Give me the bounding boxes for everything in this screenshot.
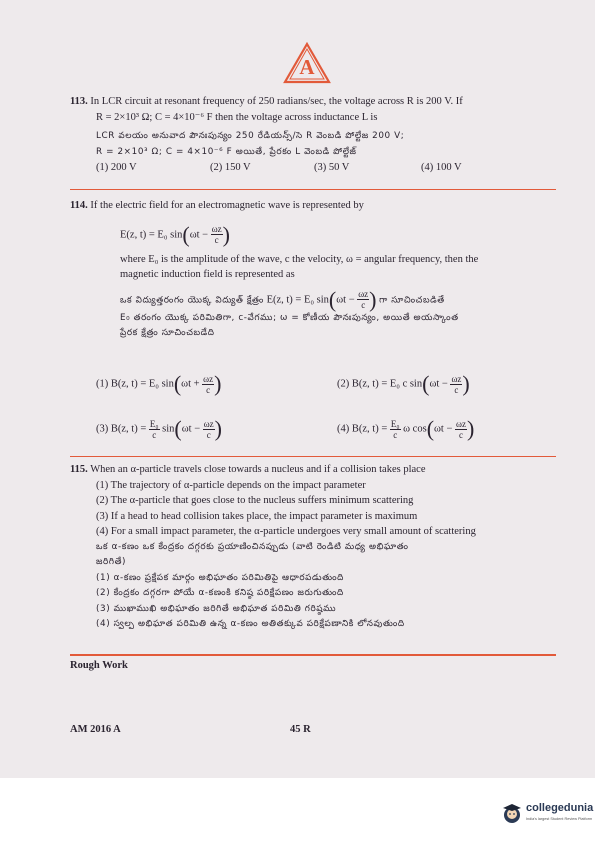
graduate-avatar-icon — [500, 801, 524, 825]
question-text: In LCR circuit at resonant frequency of 250 radians/sec, the voltage across R is 200 V. If — [90, 96, 463, 107]
question-text-telugu: R = 2×10³ Ω; C = 4×10⁻⁶ F అయితే, ప్రేరకం L వెంబడి పోల్టేజ్ — [96, 146, 357, 157]
option-4-telugu: (4) స్వల్ప అభిఘాత పరిమితి ఉన్న α-కణం అతితక్కువ పరిక్షేపణానికి లోనవుతుంది — [96, 619, 405, 629]
exam-code: AM 2016 A — [70, 724, 121, 735]
booklet-series-badge — [283, 42, 331, 84]
question-text-telugu: ప్రేరక క్షేత్రం సూచించబడేది — [120, 328, 215, 338]
question-number: 114. — [70, 200, 88, 211]
question-text-telugu: ఒక α-కణం ఒక కేంద్రకం దగ్గరకు ప్రయాణించినప్పుడు (వాటి రెండిటి మధ్య అభిఘాతం — [96, 541, 409, 552]
option-1: (1) B(z, t) = E₀ sin(ωt + $\frac{\omega z}{c}$ ) — [96, 371, 222, 396]
question-115 — [70, 462, 556, 633]
option-1-telugu: (1) α-కణం ప్రక్షేపక మార్గం అభిఘాతం పరిమితిపై ఆధారపడుతుంది — [96, 572, 344, 583]
option-4: (4) For a small impact parameter, the α-particle undergoes very small amount of scattering — [96, 526, 476, 537]
question-text: where E₀ is the amplitude of the wave, c the velocity, ω = angular frequency, then the — [120, 253, 479, 265]
option-3: (3) B(z, t) = $\frac{\text{E₀}}{c}$ sin(ωt − $\frac{\omega z}{c}$ ) — [96, 416, 222, 441]
divider — [70, 456, 556, 457]
question-text-telugu: E₀ తరంగం యొక్క పరిమితిగా, c-వేగము; ω = కోణీయ పౌనఃపున్యం, అయితే అయస్కాంత — [120, 312, 459, 323]
option-3: (3) 50 V — [314, 162, 350, 173]
question-number: 115. — [70, 464, 88, 475]
option-4: (4) B(z, t) = $\frac{\text{E₀}}{c}$ ω cos(ωt − $\frac{\omega z}{c}$ ) — [337, 416, 475, 441]
option-2-telugu: (2) కేంద్రకం దగ్గరగా పోయే α-కణంకి కనిష్ఠ పరిక్షేపణం జరుగుతుంది — [96, 588, 344, 598]
option-1: (1) 200 V — [96, 162, 137, 173]
option-3-telugu: (3) ముఖాముఖి అభిఘాతం జరిగితే అభిఘాత పరిమితి గరిష్ఠము — [96, 603, 337, 614]
option-3: (3) If a head to head collision takes place, the impact parameter is maximum — [96, 510, 418, 522]
question-text: When an α-particle travels close towards a nucleus and if a collision takes place — [90, 464, 426, 475]
option-4: (4) 100 V — [421, 162, 462, 173]
option-1: (1) The trajectory of α-particle depends on the impact parameter — [96, 479, 366, 491]
option-2: (2) B(z, t) = E₀ c sin(ωt − $\frac{\omega z}{c}$ ) — [337, 371, 470, 396]
collegedunia-logo[interactable] — [500, 799, 592, 831]
option-2: (2) The α-particle that goes close to the nucleus suffers minimum scattering — [96, 495, 414, 506]
question-113 — [70, 94, 556, 176]
question-text: magnetic induction field is represented as — [120, 269, 295, 280]
logo-tagline: India's largest Student Review Platform — [526, 817, 593, 821]
question-text: R = 2×10³ Ω; C = 4×10⁻⁶ F then the voltage across inductance L is — [96, 111, 378, 123]
equation: E(z, t) = E₀ sin(ωt − $\frac{\omega z}{c}$ ) — [120, 221, 230, 247]
booklet-series-letter: A — [299, 55, 315, 79]
option-2: (2) 150 V — [210, 162, 251, 173]
question-text-telugu: ఒక విద్యుత్తరంగం యొక్క విద్యుత్ క్షేత్రం E(z, t) = E₀ sin(ωt − $\frac{\omega z}{c}$ ) గా సూచించబడితే — [120, 286, 445, 312]
divider — [70, 654, 556, 656]
divider — [70, 189, 556, 190]
fraction: $\frac{\omega z}{c}$ — [211, 224, 222, 245]
equation-lhs: E(z, t) = E₀ sin — [120, 228, 183, 240]
options-row — [70, 160, 556, 176]
question-text-telugu: LCR వలయం అనువాద పౌనఃపున్యం 250 రేడియన్స్/సె R వెంబడి పోల్టేజ 200 V; — [96, 131, 405, 141]
logo-name: collegedunia — [526, 802, 594, 814]
question-text: If the electric field for an electromagnetic wave is represented by — [90, 200, 364, 211]
page-number: 45 R — [290, 724, 311, 735]
question-114 — [70, 198, 556, 342]
rough-work-heading: Rough Work — [70, 660, 128, 671]
question-text-telugu: జరిగితే) — [96, 557, 127, 567]
question-number: 113. — [70, 96, 88, 107]
equation-arg: ωt − — [189, 228, 209, 240]
